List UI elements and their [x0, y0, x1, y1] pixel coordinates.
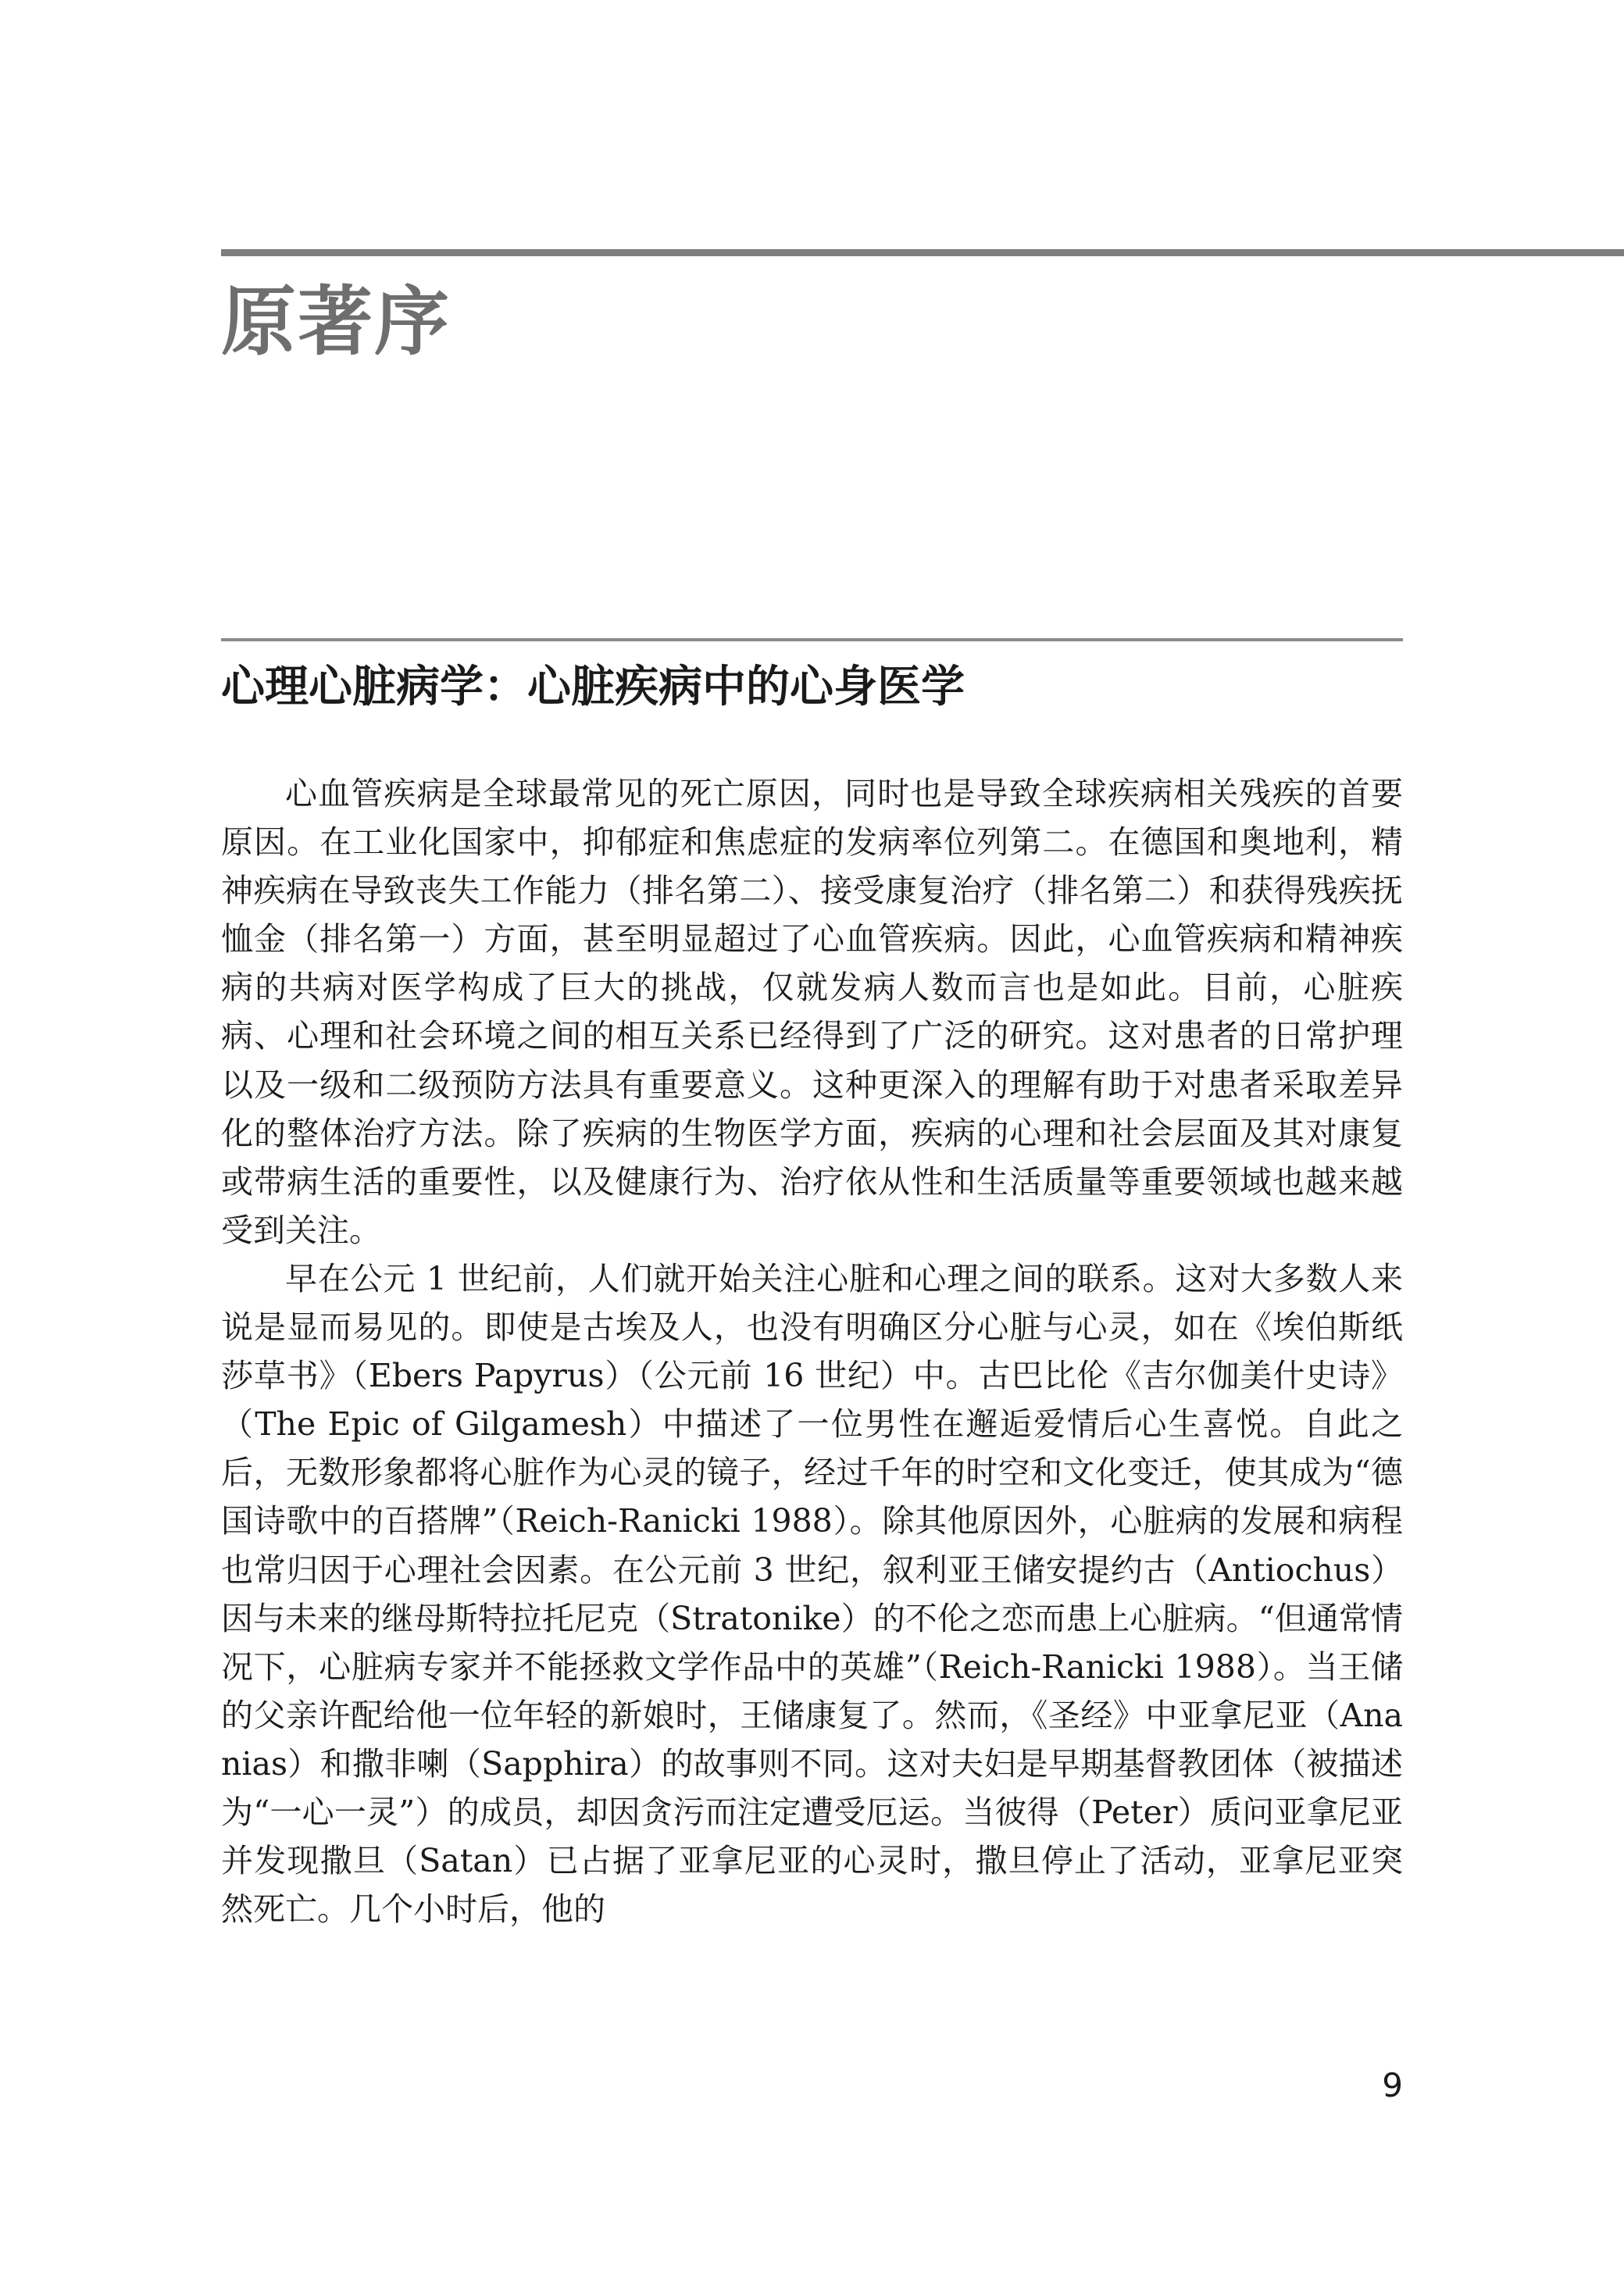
- chapter-title: 原著序: [221, 278, 451, 366]
- paragraph-2-text: 早在公元 1 世纪前，人们就开始关注心脏和心理之间的联系。这对大多数人来说是显而易见的。即使是古埃及人，也没有明确区分心脏与心灵，如在《埃伯斯纸莎草书》（Ebers Papyrus）（公元前 16 世纪）中。古巴比伦《吉尔伽美什史诗》（The Epic of Gilgamesh）中描述了一位男性在邂逅爱情后心生喜悦。自此之后，无数形象都将心脏作为心灵的镜子，经过千年的时空和文化变迁，使其成为“德国诗歌中的百搭牌”（Reich-Ranicki 1988）。除其他原因外，心脏病的发展和病程也常归因于心理社会因素。在公元前 3 世纪，叙利亚王储安提约古（Antiochus）因与未来的继母斯特拉托尼克（Stratonike）的不伦之恋而患上心脏病。“但通常情况下，心脏病专家并不能拯救文学作品中的英雄”（Reich-Ranicki 1988）。当王储的父亲许配给他一位年轻的新娘时，王储康复了。然而，《圣经》中亚拿尼亚（Ananias）和撒非喇（Sapphira）的故事则不同。这对夫妇是早期基督教团体（被描述为“一心一灵”）的成员，却因贪污而注定遭受厄运。当彼得（Peter）质问亚拿尼亚并发现撒旦（Satan）已占据了亚拿尼亚的心灵时，撒旦停止了活动，亚拿尼亚突然死亡。几个小时后，他的: [221, 1259, 1403, 1929]
- body-text: [221, 769, 1403, 1933]
- section-title: 心理心脏病学：心脏疾病中的心身医学: [221, 662, 965, 712]
- paragraph-1: [221, 769, 1403, 1255]
- paragraph-2: [221, 1255, 1403, 1933]
- chapter-top-rule: [221, 249, 1624, 256]
- paragraph-1-text: 心血管疾病是全球最常见的死亡原因，同时也是导致全球疾病相关残疾的首要原因。在工业化国家中，抑郁症和焦虑症的发病率位列第二。在德国和奥地利，精神疾病在导致丧失工作能力（排名第二）、接受康复治疗（排名第二）和获得残疾抚恤金（排名第一）方面，甚至明显超过了心血管疾病。因此，心血管疾病和精神疾病的共病对医学构成了巨大的挑战，仅就发病人数而言也是如此。目前，心脏疾病、心理和社会环境之间的相互关系已经得到了广泛的研究。这对患者的日常护理以及一级和二级预防方法具有重要意义。这种更深入的理解有助于对患者采取差异化的整体治疗方法。除了疾病的生物医学方面，疾病的心理和社会层面及其对康复或带病生活的重要性，以及健康行为、治疗依从性和生活质量等重要领域也越来越受到关注。: [221, 775, 1403, 1249]
- section-rule: [221, 638, 1403, 641]
- page-number: 9: [1382, 2066, 1403, 2104]
